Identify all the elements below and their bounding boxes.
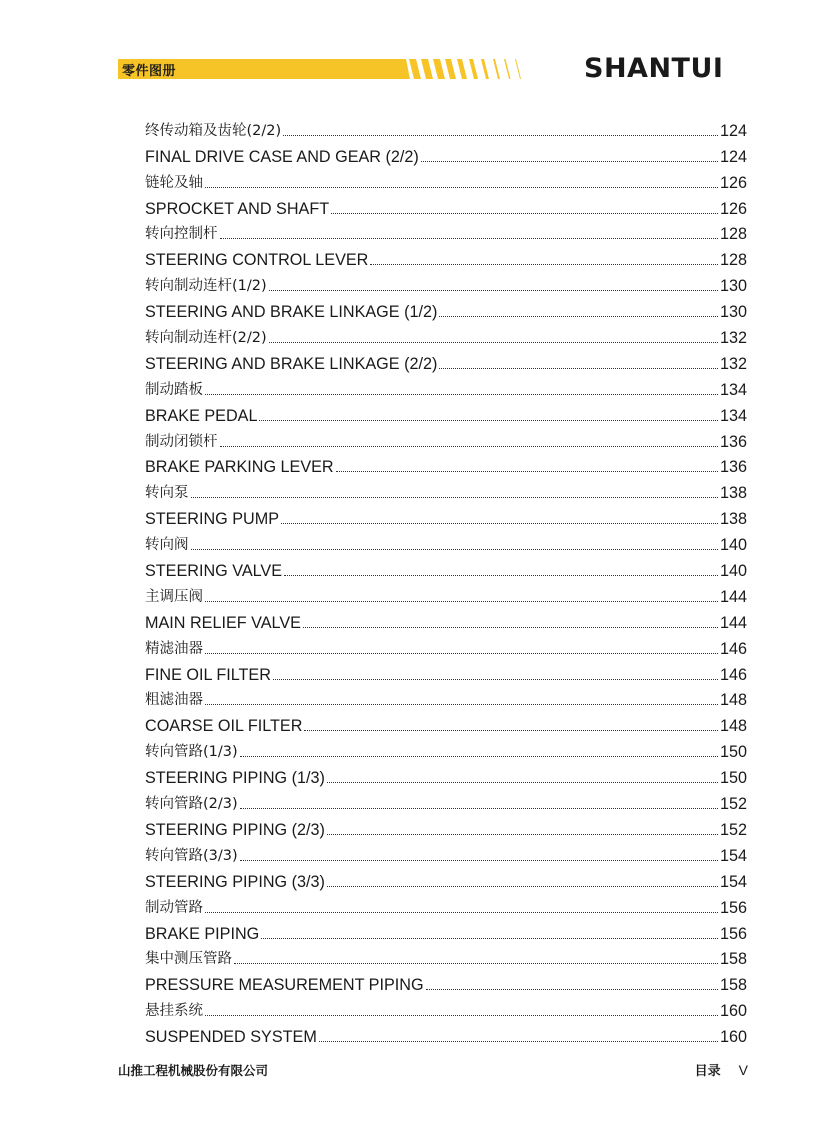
toc-entry-page: 158 (719, 950, 747, 969)
toc-entry[interactable] (145, 839, 747, 865)
toc-entry-title: STEERING VALVE (145, 562, 283, 581)
toc-entry[interactable] (145, 813, 747, 839)
toc-dot-leader (234, 963, 718, 964)
toc-entry[interactable] (145, 502, 747, 528)
toc-entry-title: FINE OIL FILTER (145, 665, 271, 684)
toc-entry-page: 136 (719, 458, 747, 477)
toc-entry-page: 126 (719, 199, 747, 218)
toc-entry-title: COARSE OIL FILTER (145, 717, 303, 736)
header-bar (118, 59, 550, 79)
toc-entry-page: 160 (719, 1028, 747, 1047)
footer-section-label: 目录 (694, 1064, 721, 1079)
toc-entry-title: 悬挂系统 (145, 1003, 203, 1020)
toc-entry-title: STEERING PIPING (1/3) (145, 769, 325, 788)
toc-entry-title: STEERING AND BRAKE LINKAGE (2/2) (145, 354, 438, 373)
footer-page-info (695, 1060, 748, 1079)
toc-dot-leader (269, 342, 718, 343)
toc-entry-title: 终传动箱及齿轮(2/2) (145, 122, 282, 139)
toc-entry-page: 148 (719, 717, 747, 736)
toc-entry-title: 精滤油器 (145, 640, 203, 657)
document-title: 零件图册 (122, 63, 177, 79)
toc-entry[interactable] (145, 321, 747, 347)
toc-dot-leader (281, 523, 718, 524)
toc-entry-page: 126 (719, 173, 747, 192)
toc-entry-title: 转向管路(2/3) (145, 796, 238, 813)
toc-entry-page: 158 (719, 976, 747, 995)
toc-dot-leader (259, 420, 718, 421)
toc-dot-leader (220, 238, 718, 239)
toc-entry-title: 转向制动连杆(1/2) (145, 278, 267, 295)
toc-entry-title: STEERING PIPING (2/3) (145, 820, 325, 839)
toc-dot-leader (205, 394, 718, 395)
toc-entry[interactable] (145, 476, 747, 502)
toc-dot-leader (261, 938, 718, 939)
toc-entry[interactable] (145, 347, 747, 373)
toc-entry-page: 156 (719, 924, 747, 943)
toc-entry-title: 转向控制杆 (145, 226, 218, 243)
header-stripes (394, 59, 550, 79)
table-of-contents (145, 114, 747, 1046)
toc-entry-page: 152 (719, 795, 747, 814)
toc-entry-title: 转向管路(3/3) (145, 847, 238, 864)
toc-dot-leader (439, 368, 718, 369)
header-title-band (118, 59, 394, 79)
toc-entry-page: 138 (719, 510, 747, 529)
toc-dot-leader (303, 627, 718, 628)
toc-entry[interactable] (145, 606, 747, 632)
toc-entry-title: BRAKE PARKING LEVER (145, 458, 334, 477)
toc-entry[interactable] (145, 968, 747, 994)
shantui-logo: SHANTUI (584, 53, 724, 84)
toc-dot-leader (284, 575, 718, 576)
toc-entry[interactable] (145, 580, 747, 606)
toc-entry-page: 146 (719, 665, 747, 684)
toc-entry-page: 140 (719, 562, 747, 581)
toc-dot-leader (336, 471, 718, 472)
toc-entry-page: 138 (719, 484, 747, 503)
footer-company-name: 山推工程机械股份有限公司 (118, 1063, 269, 1078)
toc-entry-title: BRAKE PEDAL (145, 406, 258, 425)
toc-entry-title: SPROCKET AND SHAFT (145, 199, 330, 218)
toc-entry-title: 制动管路 (145, 899, 203, 916)
toc-dot-leader (240, 756, 718, 757)
toc-entry[interactable] (145, 399, 747, 425)
toc-entry[interactable] (145, 917, 747, 943)
toc-entry-title: 集中测压管路 (145, 951, 232, 968)
toc-entry[interactable] (145, 425, 747, 451)
toc-entry-page: 134 (719, 406, 747, 425)
toc-entry[interactable] (145, 632, 747, 658)
toc-dot-leader (327, 782, 718, 783)
toc-entry[interactable] (145, 891, 747, 917)
toc-entry[interactable] (145, 166, 747, 192)
toc-entry-title: BRAKE PIPING (145, 924, 260, 943)
toc-entry-title: FINAL DRIVE CASE AND GEAR (2/2) (145, 147, 419, 166)
toc-entry-page: 132 (719, 329, 747, 348)
toc-entry-title: 转向阀 (145, 537, 189, 554)
toc-entry-page: 152 (719, 820, 747, 839)
toc-dot-leader (327, 834, 718, 835)
toc-dot-leader (370, 264, 718, 265)
toc-entry-page: 156 (719, 898, 747, 917)
toc-entry[interactable] (145, 295, 747, 321)
toc-entry-title: SUSPENDED SYSTEM (145, 1028, 317, 1047)
toc-dot-leader (269, 290, 718, 291)
toc-dot-leader (205, 601, 718, 602)
toc-entry-page: 144 (719, 613, 747, 632)
toc-entry-title: STEERING PIPING (3/3) (145, 872, 325, 891)
toc-entry-page: 136 (719, 432, 747, 451)
toc-entry-title: 制动闭锁杆 (145, 433, 218, 450)
toc-dot-leader (205, 1015, 718, 1016)
toc-entry-page: 150 (719, 769, 747, 788)
toc-entry-page: 128 (719, 251, 747, 270)
toc-dot-leader (319, 1041, 718, 1042)
toc-entry[interactable] (145, 114, 747, 140)
toc-entry-title: 转向泵 (145, 485, 189, 502)
toc-entry[interactable] (145, 943, 747, 969)
toc-dot-leader (205, 653, 718, 654)
toc-entry[interactable] (145, 451, 747, 477)
toc-entry-page: 144 (719, 587, 747, 606)
toc-dot-leader (220, 446, 718, 447)
toc-entry-title: PRESSURE MEASUREMENT PIPING (145, 976, 424, 995)
toc-dot-leader (240, 808, 718, 809)
toc-entry-title: STEERING AND BRAKE LINKAGE (1/2) (145, 303, 438, 322)
toc-entry[interactable] (145, 243, 747, 269)
toc-entry-title: STEERING PUMP (145, 510, 280, 529)
toc-entry-title: 链轮及轴 (145, 174, 203, 191)
toc-entry-page: 130 (719, 303, 747, 322)
toc-entry-title: 主调压阀 (145, 588, 203, 605)
toc-entry[interactable] (145, 140, 747, 166)
toc-dot-leader (191, 497, 718, 498)
toc-entry-page: 154 (719, 846, 747, 865)
toc-dot-leader (205, 912, 718, 913)
toc-entry[interactable] (145, 658, 747, 684)
toc-entry-page: 130 (719, 277, 747, 296)
toc-entry[interactable] (145, 865, 747, 891)
toc-entry-page: 124 (719, 147, 747, 166)
toc-dot-leader (439, 316, 718, 317)
toc-entry-page: 148 (719, 691, 747, 710)
toc-dot-leader (421, 161, 718, 162)
toc-entry-title: STEERING CONTROL LEVER (145, 251, 369, 270)
toc-entry-page: 128 (719, 225, 747, 244)
toc-entry[interactable] (145, 528, 747, 554)
toc-entry[interactable] (145, 994, 747, 1020)
toc-dot-leader (331, 213, 718, 214)
toc-entry-page: 132 (719, 354, 747, 373)
toc-entry-title: 转向管路(1/3) (145, 744, 238, 761)
toc-dot-leader (273, 679, 718, 680)
toc-entry-page: 160 (719, 1002, 747, 1021)
toc-dot-leader (327, 886, 718, 887)
toc-dot-leader (304, 730, 718, 731)
toc-entry-title: MAIN RELIEF VALVE (145, 613, 301, 632)
toc-dot-leader (191, 549, 718, 550)
toc-entry[interactable] (145, 554, 747, 580)
toc-dot-leader (240, 860, 718, 861)
toc-entry-page: 140 (719, 536, 747, 555)
toc-entry-page: 124 (719, 121, 747, 140)
toc-entry-title: 粗滤油器 (145, 692, 203, 709)
toc-entry[interactable] (145, 269, 747, 295)
toc-entry[interactable] (145, 684, 747, 710)
toc-entry[interactable] (145, 192, 747, 218)
toc-dot-leader (205, 704, 718, 705)
toc-entry-page: 154 (719, 872, 747, 891)
toc-entry[interactable] (145, 373, 747, 399)
toc-entry[interactable] (145, 1020, 747, 1046)
toc-entry-title: 制动踏板 (145, 381, 203, 398)
footer-page-number: V (738, 1062, 748, 1078)
toc-entry[interactable] (145, 735, 747, 761)
toc-entry-page: 150 (719, 743, 747, 762)
toc-entry-title: 转向制动连杆(2/2) (145, 330, 267, 347)
toc-entry-page: 146 (719, 639, 747, 658)
toc-dot-leader (283, 135, 718, 136)
toc-entry[interactable] (145, 218, 747, 244)
toc-dot-leader (426, 989, 718, 990)
toc-entry[interactable] (145, 761, 747, 787)
toc-entry[interactable] (145, 709, 747, 735)
toc-entry-page: 134 (719, 380, 747, 399)
toc-entry[interactable] (145, 787, 747, 813)
toc-dot-leader (205, 187, 718, 188)
